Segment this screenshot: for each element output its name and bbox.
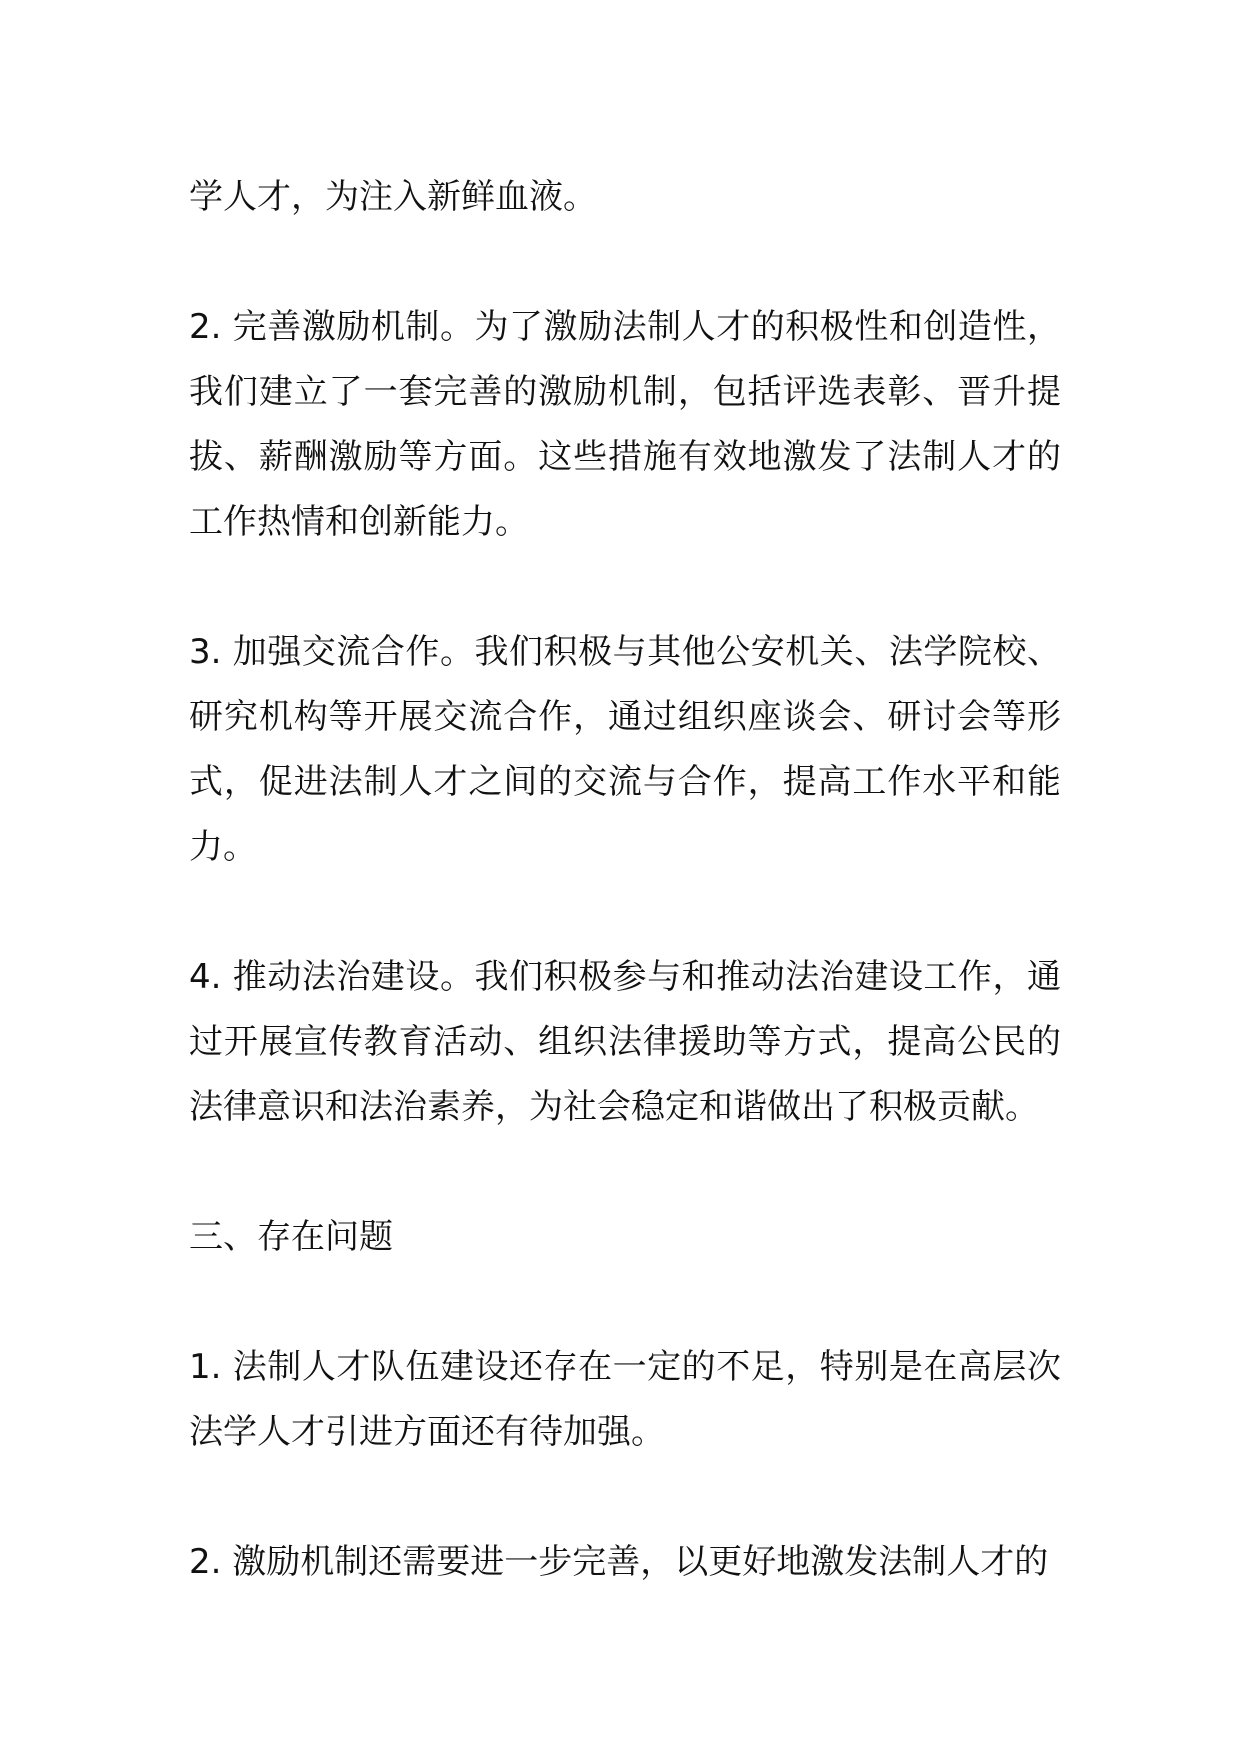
- section-heading-problems: 三、存在问题: [189, 1217, 393, 1257]
- paragraph-problem-1: 1. 法制人才队伍建设还存在一定的不足，特别是在高层次法学人才引进方面还有待加强。: [189, 1347, 1061, 1452]
- paragraph-incentive-mechanism: 2. 完善激励机制。为了激励法制人才的积极性和创造性，我们建立了一套完善的激励机制，包括评选表彰、晋升提拔、薪酬激励等方面。这些措施有效地激发了法制人才的工作热情和创新能力。: [189, 307, 1061, 542]
- paragraph-rule-of-law: 4. 推动法治建设。我们积极参与和推动法治建设工作，通过开展宣传教育活动、组织法律援助等方式，提高公民的法律意识和法治素养，为社会稳定和谐做出了积极贡献。: [189, 957, 1061, 1127]
- paragraph-exchange-cooperation: 3. 加强交流合作。我们积极与其他公安机关、法学院校、研究机构等开展交流合作，通过组织座谈会、研讨会等形式，促进法制人才之间的交流与合作，提高工作水平和能力。: [189, 632, 1061, 867]
- paragraph-problem-2: 2. 激励机制还需要进一步完善，以更好地激发法制人才的: [189, 1542, 1049, 1582]
- paragraph-continuation: 学人才，为注入新鲜血液。: [189, 177, 597, 217]
- document-body: [189, 165, 1061, 1595]
